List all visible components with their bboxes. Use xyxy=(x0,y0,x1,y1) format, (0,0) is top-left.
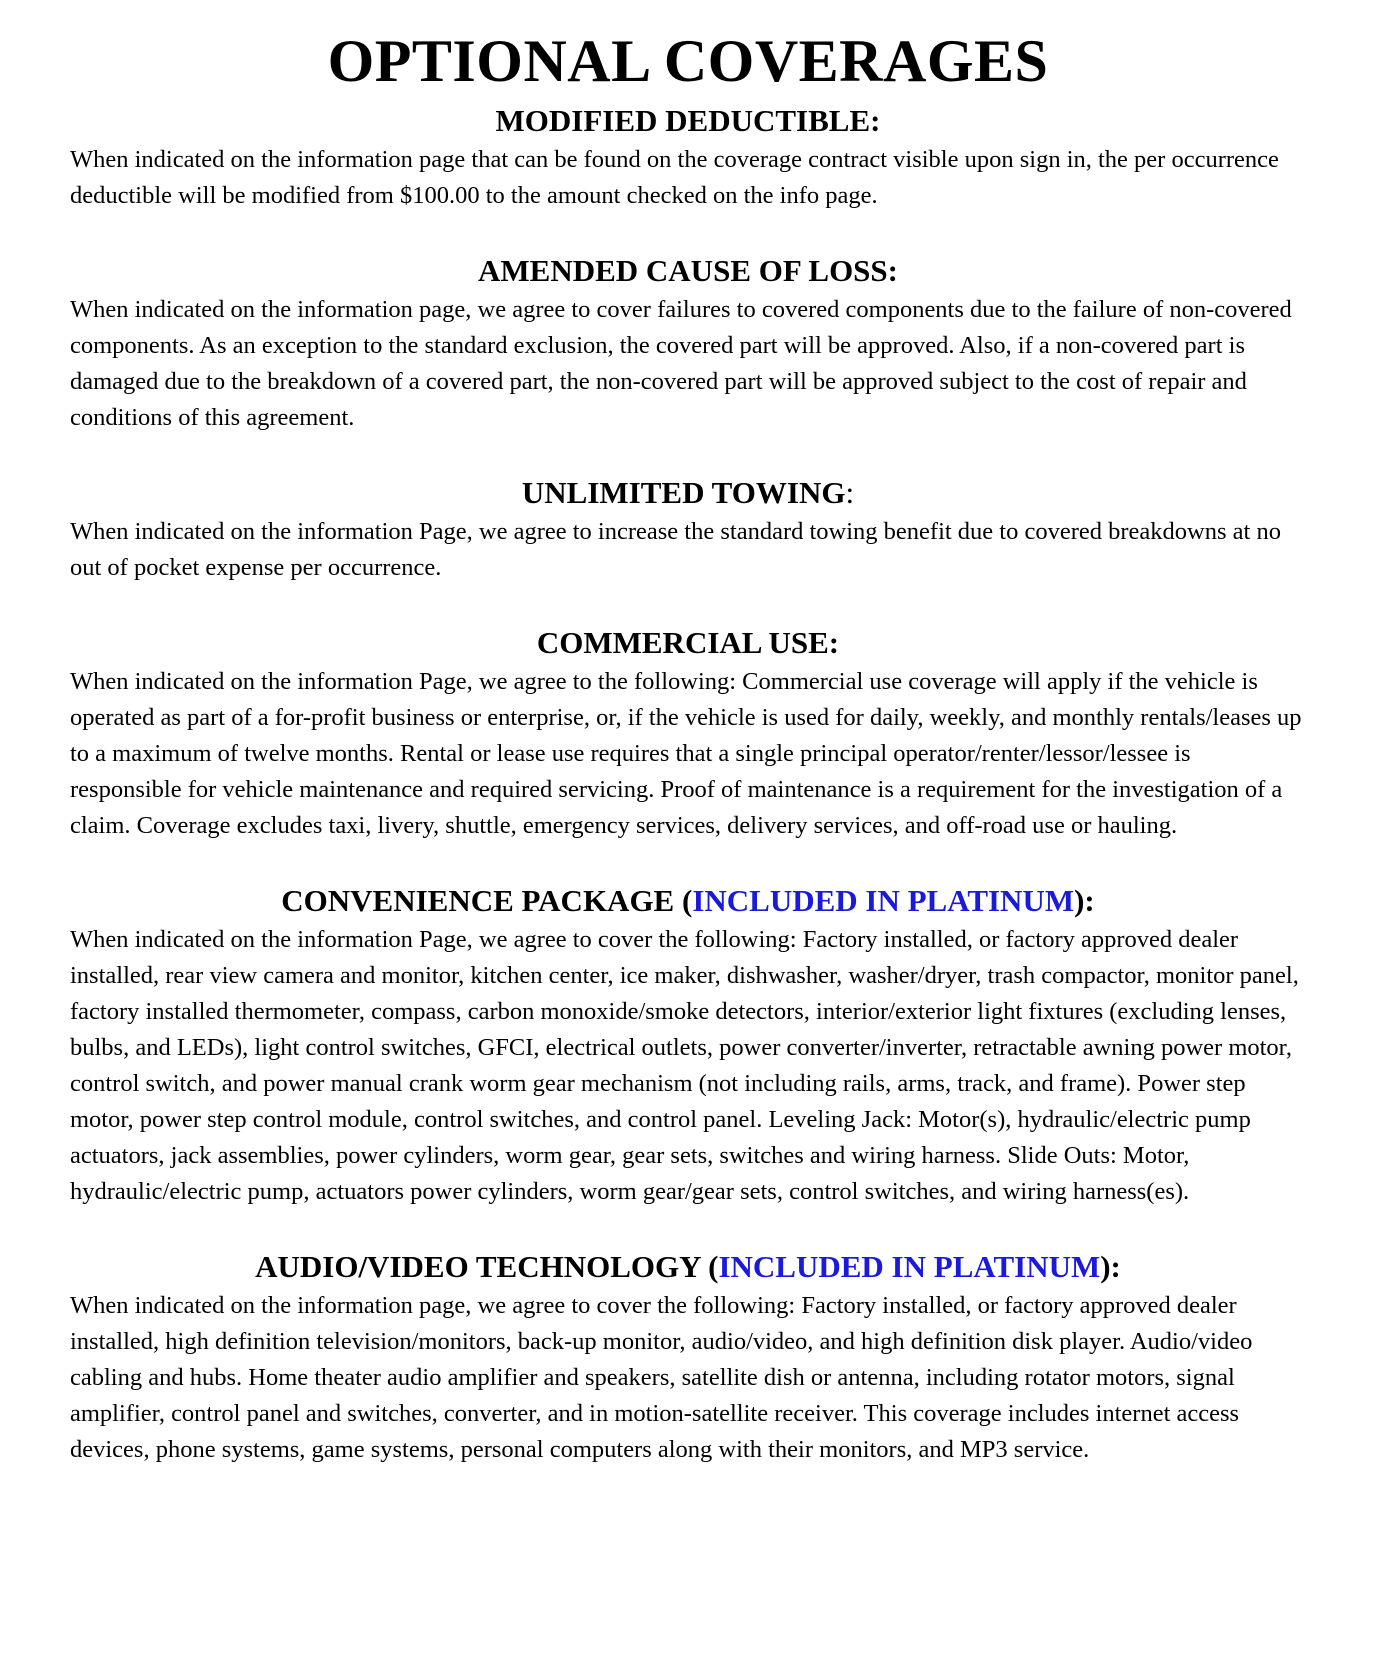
section-heading-text: COMMERCIAL USE: xyxy=(536,625,840,660)
section-body: When indicated on the information page, we agree to cover the following: Factory installed, or factory approved dealer installed, high definition television/monitors, back-up monitor, audio/video, and high definition disk player. Audio/video cabling and hubs. Home theater audio amplifier and speakers, satellite dish or antenna, including rotator motors, signal amplifier, control panel and switches, converter, and in motion-satellite receiver. This coverage includes internet access devices, phone systems, game systems, personal computers along with their monitors, and MP3 service. xyxy=(70,1292,1253,1463)
section-heading-text: UNLIMITED TOWING xyxy=(521,475,846,510)
section-heading xyxy=(70,250,1306,292)
section-body: When indicated on the information page that can be found on the coverage contract visible upon sign in, the per occurrence deductible will be modified from $100.00 to the amount checked on the info page. xyxy=(70,146,1279,209)
section-heading-suffix: ): xyxy=(1100,1249,1121,1284)
section-audio-video-technology xyxy=(70,1246,1306,1468)
section-commercial-use xyxy=(70,622,1306,844)
section-amended-cause-of-loss xyxy=(70,250,1306,436)
section-heading-text: AMENDED CAUSE OF LOSS: xyxy=(478,253,898,288)
section-body: When indicated on the information page, we agree to cover failures to covered components due to the failure of non-covered components. As an exception to the standard exclusion, the covered part will be approved. Also, if a non-covered part is damaged due to the breakdown of a covered part, the non-covered part will be approved subject to the cost of repair and conditions of this agreement. xyxy=(70,296,1292,431)
section-heading xyxy=(70,1246,1306,1288)
section-heading xyxy=(70,622,1306,664)
section-heading-text: MODIFIED DEDUCTIBLE: xyxy=(495,103,881,138)
section-body: When indicated on the information Page, we agree to increase the standard towing benefit due to covered breakdowns at no out of pocket expense per occurrence. xyxy=(70,518,1281,581)
page-title: OPTIONAL COVERAGES xyxy=(327,28,1049,94)
section-body: When indicated on the information Page, we agree to cover the following: Factory installed, or factory approved dealer installed, rear view camera and monitor, kitchen center, ice maker, dishwasher, washer/dryer, trash compactor, monitor panel, factory installed thermometer, compass, carbon monoxide/smoke detectors, interior/exterior light fixtures (excluding lenses, bulbs, and LEDs), light control switches, GFCI, electrical outlets, power converter/inverter, retractable awning power motor, control switch, and power manual crank worm gear mechanism (not including rails, arms, track, and frame). Power step motor, power step control module, control switches, and control panel. Leveling Jack: Motor(s), hydraulic/electric pump actuators, jack assemblies, power cylinders, worm gear, gear sets, switches and wiring harness. Slide Outs: Motor, hydraulic/electric pump, actuators power cylinders, worm gear/gear sets, control switches, and wiring harness(es). xyxy=(70,926,1299,1205)
section-heading-prefix: AUDIO/VIDEO TECHNOLOGY ( xyxy=(255,1249,719,1284)
section-convenience-package xyxy=(70,880,1306,1210)
section-heading xyxy=(70,100,1306,142)
section-modified-deductible xyxy=(70,100,1306,214)
included-in-platinum-label: INCLUDED IN PLATINUM xyxy=(718,1249,1101,1284)
section-heading-prefix: CONVENIENCE PACKAGE ( xyxy=(281,883,693,918)
section-heading-suffix: ): xyxy=(1074,883,1095,918)
included-in-platinum-label: INCLUDED IN PLATINUM xyxy=(692,883,1075,918)
section-heading-suffix: : xyxy=(845,475,855,510)
section-heading xyxy=(70,880,1306,922)
section-heading xyxy=(70,472,1306,514)
section-body: When indicated on the information Page, we agree to the following: Commercial use coverage will apply if the vehicle is operated as part of a for-profit business or enterprise, or, if the vehicle is used for daily, weekly, and monthly rentals/leases up to a maximum of twelve months. Rental or lease use requires that a single principal operator/renter/lessor/lessee is responsible for vehicle maintenance and required servicing. Proof of maintenance is a requirement for the investigation of a claim. Coverage excludes taxi, livery, shuttle, emergency services, delivery services, and off-road use or hauling. xyxy=(70,668,1302,839)
section-unlimited-towing xyxy=(70,472,1306,586)
